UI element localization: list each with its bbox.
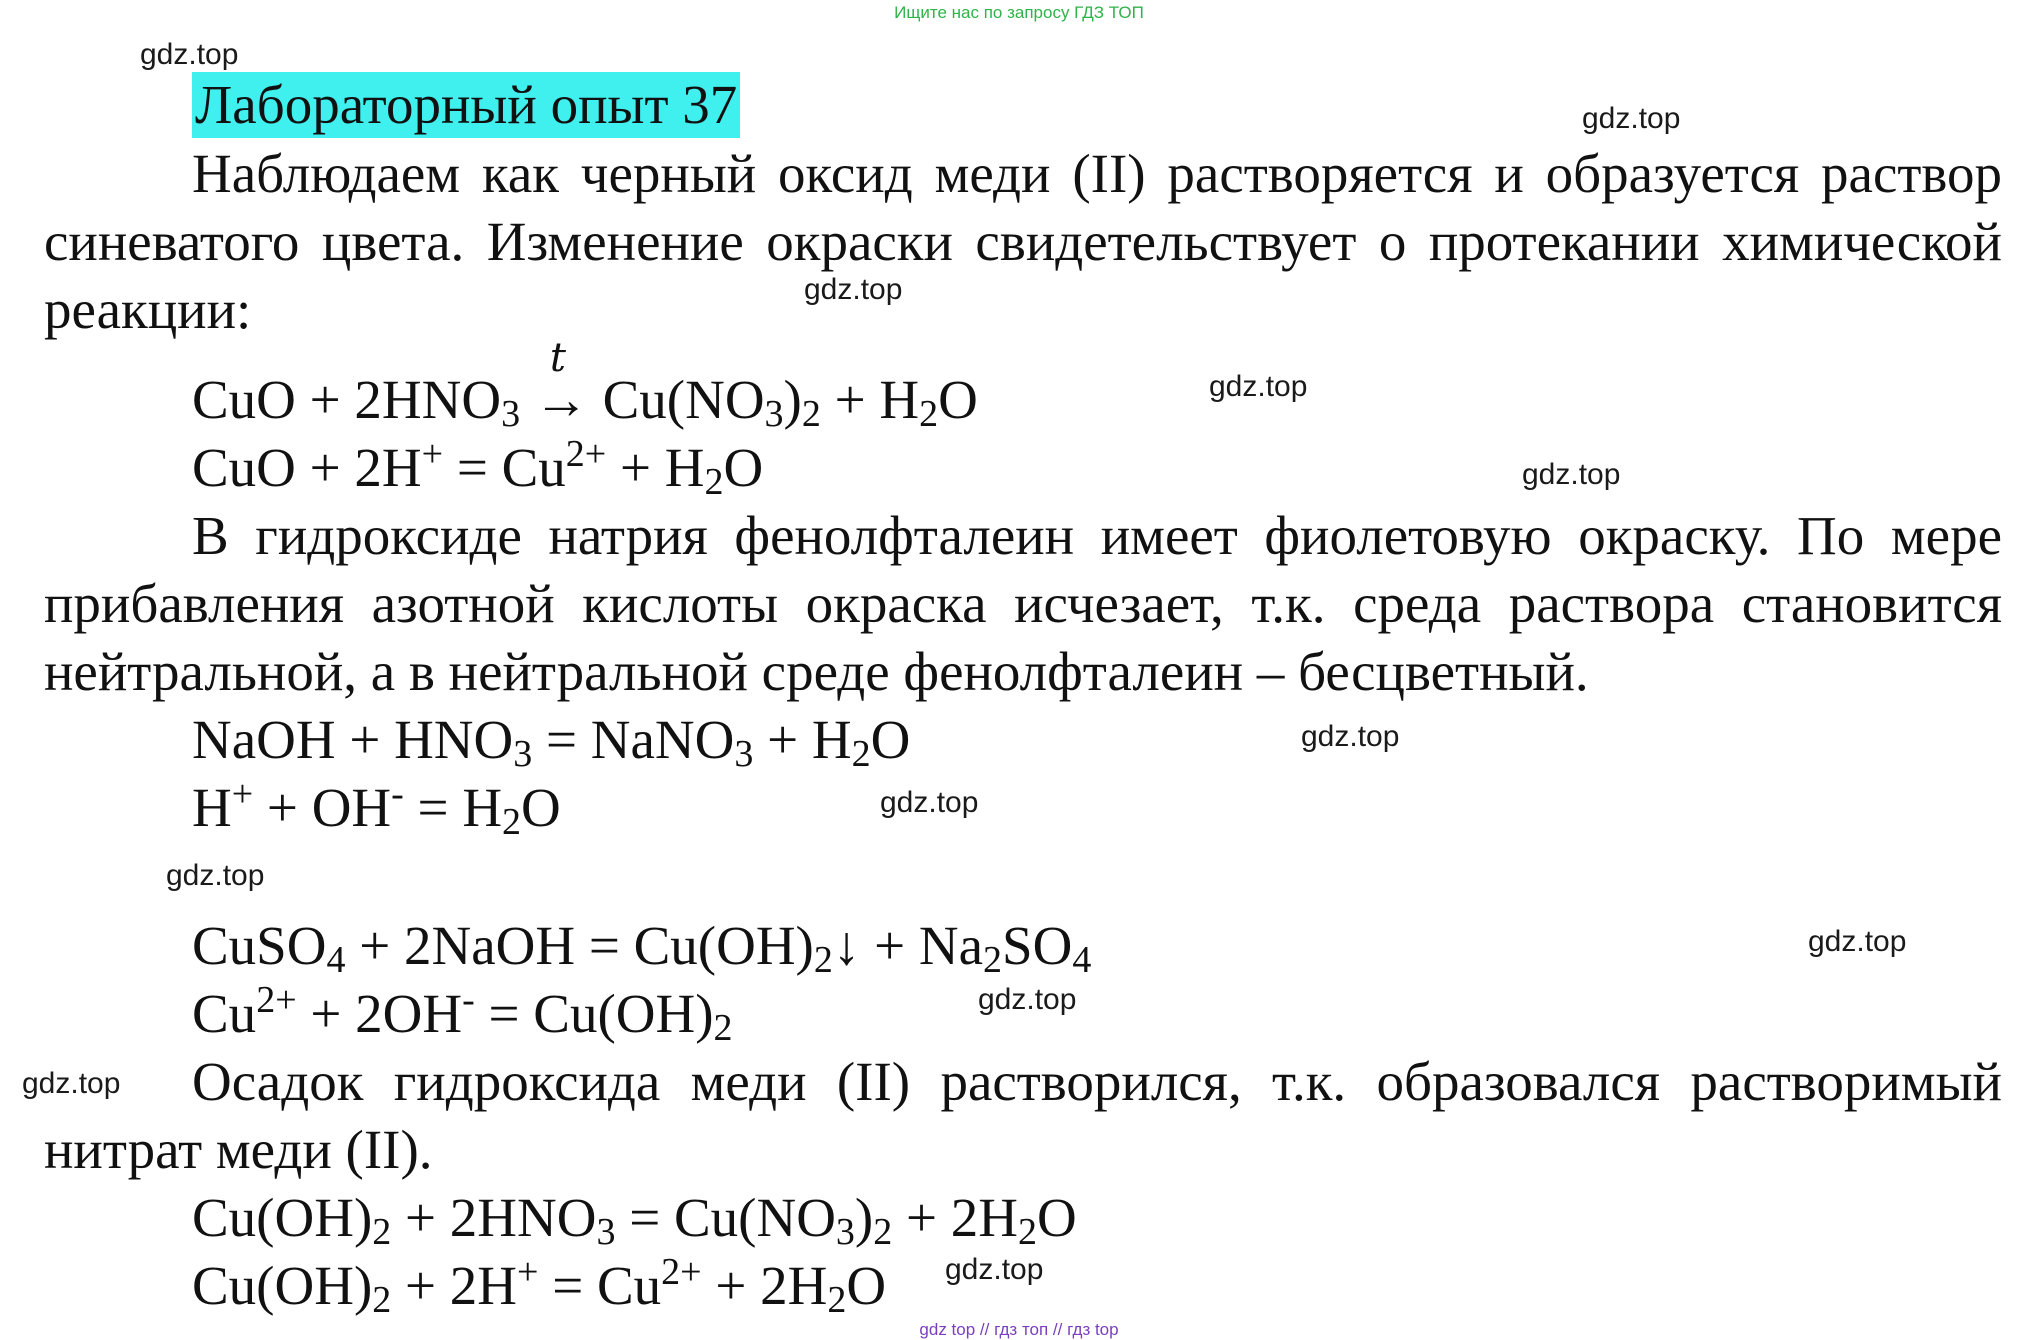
paragraph-2: В гидроксиде натрия фенолфталеин имеет фиолетовую окраску. По мере прибавления азотной кислоты окраска исчезает, т.к. среда раствора становится нейтральной, а в нейтральной среде фенолфталеин – бесцветный.	[44, 505, 2002, 702]
watermark: gdz.top	[1522, 458, 1621, 491]
page-title: Лабораторный опыт 37	[192, 72, 740, 138]
watermark: gdz.top	[1209, 370, 1308, 403]
watermark: gdz.top	[140, 38, 239, 71]
top-banner: Ищите нас по запросу ГДЗ ТОП	[894, 3, 1144, 22]
bottom-banner: gdz top // гдз топ // гдз top	[919, 1320, 1119, 1339]
paragraph-3: Осадок гидроксида меди (II) растворился, т.к. образовался растворимый нитрат меди (II).	[44, 1051, 2002, 1180]
watermark: gdz.top	[1582, 102, 1681, 135]
watermark: gdz.top	[166, 859, 265, 892]
watermark: gdz.top	[1808, 925, 1907, 958]
watermark: gdz.top	[22, 1067, 121, 1100]
equation-7: $Cu(OH)_2 + 2HNO_3 = Cu(NO_3)_2 + 2H_2O$	[192, 1187, 1077, 1253]
equation-4: $H^+ + OH^- = H_2O$	[192, 773, 561, 843]
equation-8: $Cu(OH)_2 + 2H^+ = Cu^{2+} + 2H_2O$	[192, 1251, 887, 1321]
paragraph-1: Наблюдаем как черный оксид меди (II) растворяется и образуется раствор синеватого цвета. Изменение окраски свидетельствует о протекании химической реакции:	[44, 143, 2002, 340]
temperature-condition: t	[549, 335, 566, 381]
watermark: gdz.top	[804, 273, 903, 306]
watermark: gdz.top	[945, 1253, 1044, 1286]
watermark: gdz.top	[1301, 720, 1400, 753]
watermark: gdz.top	[978, 983, 1077, 1016]
equation-5: CuSO$_4$ + 2NaOH = $Cu(OH)_2↓ + Na_2SO_4$	[192, 915, 1092, 981]
equation-6: $Cu^{2+} + 2OH^- = Cu(OH)_2$	[192, 979, 733, 1049]
reaction-arrow: t →	[534, 366, 589, 434]
equation-3: NaOH + $HNO_3$ = NaNO$_3$ + $H_2O$	[192, 709, 911, 775]
equation-1: CuO + $2HNO_3$ t → $Cu(NO_3)_2 + H_2O$	[192, 366, 978, 434]
equation-2: CuO + $2H^+ = Cu^{2+} + H_2O$	[192, 433, 764, 503]
watermark: gdz.top	[880, 786, 979, 819]
